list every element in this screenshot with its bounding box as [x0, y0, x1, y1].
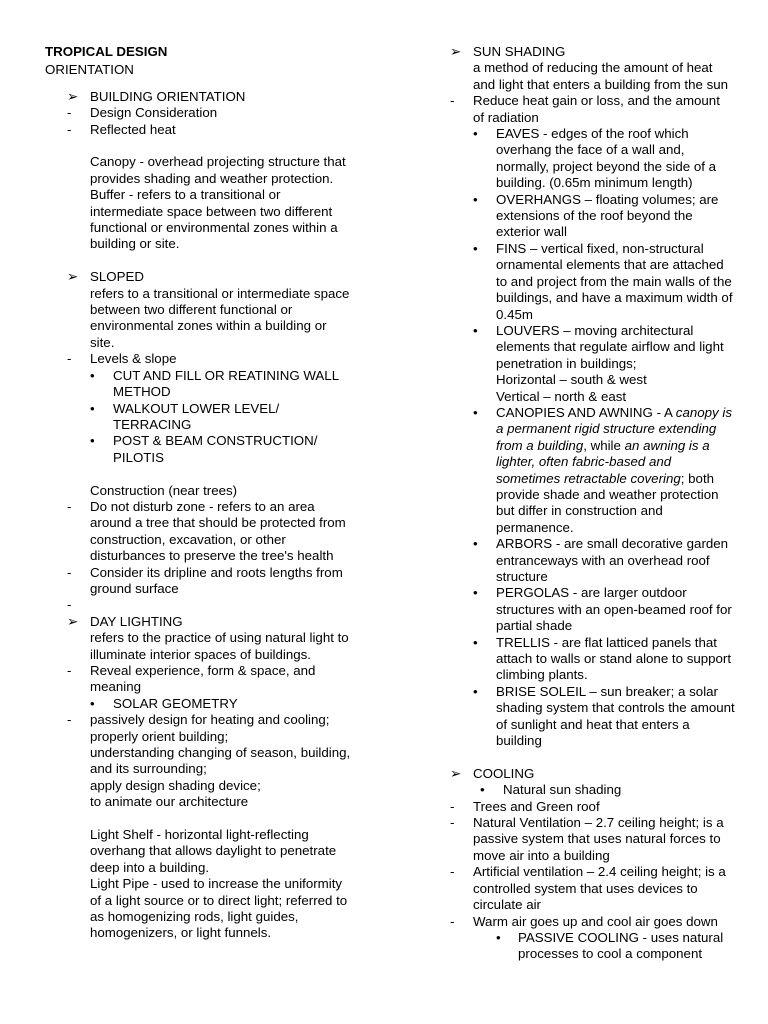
left-line [45, 204, 375, 220]
arrow-bullet-icon: ➢ [67, 613, 79, 629]
dot-bullet-icon: • [473, 585, 478, 601]
dot-bullet-icon: • [473, 322, 478, 338]
line-text: provides shading and weather protection. [90, 170, 334, 186]
dash-bullet-icon: - [67, 662, 72, 678]
left-line [45, 122, 375, 138]
line-text: to and project from the main walls of the [496, 273, 732, 289]
dot-bullet-icon: • [90, 695, 95, 711]
line-text: intermediate space between two different [90, 203, 333, 219]
line-text: Consider its dripline and roots lengths from [90, 564, 343, 580]
dot-bullet-icon: • [90, 433, 95, 449]
right-line [428, 569, 728, 585]
dash-bullet-icon: - [67, 597, 72, 613]
dash-bullet-icon: - [450, 913, 455, 929]
left-line [45, 712, 375, 728]
left-line [45, 236, 375, 252]
line-text: around a tree that should be protected from [90, 515, 346, 531]
dash-bullet-icon: - [450, 815, 455, 831]
line-text: 0.45m [496, 306, 533, 322]
line-text: provide shade and weather protection [496, 486, 719, 502]
line-text: Buffer - refers to a transitional or [90, 187, 281, 203]
line-text: permanence. [496, 519, 574, 535]
left-line [45, 466, 375, 482]
left-line [45, 62, 375, 78]
left-line [45, 860, 375, 876]
left-line [45, 630, 375, 646]
line-text: meaning [90, 679, 142, 695]
line-text: Construction (near trees) [90, 482, 238, 498]
right-line [428, 356, 728, 372]
line-text: construction, excavation, or other [90, 531, 286, 547]
line-text: Warm air goes up and cool air goes down [473, 913, 718, 929]
left-line [45, 565, 375, 581]
right-line [428, 389, 728, 405]
line-text: as homogenizing rods, light guides, [90, 909, 299, 925]
right-line [428, 930, 728, 946]
left-line [45, 893, 375, 909]
line-text: shading system that controls the amount [496, 700, 735, 716]
line-text: Reveal experience, form & space, and [90, 662, 316, 678]
right-line [428, 897, 728, 913]
dash-bullet-icon: - [67, 498, 72, 514]
right-line [428, 881, 728, 897]
left-line [45, 843, 375, 859]
line-text: CANOPIES AND AWNING - A [496, 404, 676, 420]
dash-bullet-icon: - [450, 864, 455, 880]
left-line [45, 647, 375, 663]
left-line [45, 614, 375, 630]
left-line [45, 483, 375, 499]
dot-bullet-icon: • [473, 191, 478, 207]
line-text: refers to a transitional or intermediate space [90, 285, 350, 301]
line-text: Natural Ventilation – 2.7 ceiling height; is a [473, 815, 724, 831]
line-text: DAY LIGHTING [90, 613, 183, 629]
arrow-bullet-icon: ➢ [450, 44, 462, 59]
right-line [428, 749, 728, 765]
right-line [428, 208, 728, 224]
right-line [428, 848, 728, 864]
line-text: PILOTIS [113, 449, 164, 465]
right-line [428, 471, 728, 487]
line-text: FINS – vertical fixed, non-structural [496, 240, 704, 256]
dash-bullet-icon: - [67, 351, 72, 367]
line-text: PASSIVE COOLING - uses natural [518, 929, 724, 945]
line-text: partial shade [496, 618, 573, 634]
left-line [45, 302, 375, 318]
dot-bullet-icon: • [473, 240, 478, 256]
right-line [428, 257, 728, 273]
line-text: Vertical – north & east [496, 388, 627, 404]
right-line [428, 93, 728, 109]
right-line [428, 864, 728, 880]
right-line [428, 766, 728, 782]
line-text: ARBORS - are small decorative garden [496, 536, 729, 552]
right-line [428, 404, 732, 421]
line-text: between two different functional or [90, 302, 293, 318]
right-line [428, 339, 728, 355]
arrow-bullet-icon: ➢ [67, 88, 79, 104]
line-text: buildings, and have a maximum width of [496, 290, 733, 306]
line-text: Levels & slope [90, 351, 177, 367]
line-text: properly orient building; [90, 728, 229, 744]
left-line [45, 220, 375, 236]
italic-text: a permanent rigid structure extending [496, 421, 717, 437]
line-text: Light Pipe - used to increase the uniformity [90, 876, 343, 892]
dash-bullet-icon: - [67, 121, 72, 137]
dash-bullet-icon: - [450, 93, 455, 109]
line-text: ground surface [90, 580, 179, 596]
left-line [45, 417, 375, 433]
italic-text: lighter, often fabric-based and [496, 454, 672, 470]
dot-bullet-icon: • [473, 404, 478, 420]
left-line [45, 515, 375, 531]
left-line [45, 384, 375, 400]
dot-bullet-icon: • [473, 536, 478, 552]
line-text: site. [90, 334, 115, 350]
line-text: COOLING [473, 765, 535, 781]
right-line [428, 651, 732, 667]
right-line [428, 618, 728, 634]
right-line [428, 110, 728, 126]
left-line [45, 696, 375, 712]
line-text: normally, project beyond the side of a [496, 158, 717, 174]
left-line [45, 761, 375, 777]
left-line [45, 171, 375, 187]
line-text: refers to the practice of using natural light to [90, 630, 349, 646]
line-text: attach to walls or stand alone to support [496, 651, 732, 667]
dash-bullet-icon: - [67, 564, 72, 580]
left-line [45, 318, 375, 334]
left-line [45, 269, 375, 285]
right-line [428, 667, 728, 683]
left-line [45, 794, 375, 810]
right-line [428, 421, 728, 437]
dash-bullet-icon: - [67, 712, 72, 728]
line-text: passively design for heating and cooling; [90, 712, 330, 728]
right-line [428, 192, 728, 208]
line-text: overhang that allows daylight to penetrate [90, 843, 337, 859]
line-text: SLOPED [90, 269, 144, 285]
line-text: Light Shelf - horizontal light-reflecting [90, 827, 309, 843]
left-line [45, 335, 375, 351]
dash-bullet-icon: - [67, 105, 72, 121]
line-text: apply design shading device; [90, 777, 261, 793]
dot-bullet-icon: • [473, 634, 478, 650]
right-line [428, 684, 728, 700]
right-line [428, 815, 728, 831]
left-line [45, 401, 375, 417]
right-line [428, 635, 728, 651]
left-line [45, 925, 375, 941]
dot-bullet-icon: • [496, 929, 501, 945]
right-line [428, 44, 728, 60]
line-text: building or site. [90, 236, 180, 252]
right-line [428, 290, 733, 306]
line-text: entranceways with an overhead roof [496, 552, 710, 568]
line-text: and its surrounding; [90, 761, 207, 777]
italic-text: sometimes retractable covering [496, 470, 681, 486]
right-line [428, 175, 728, 191]
right-line [428, 585, 728, 601]
left-line [45, 679, 375, 695]
left-line [45, 811, 375, 827]
line-text: , while [583, 437, 625, 453]
dash-bullet-icon: - [450, 798, 455, 814]
left-line [45, 154, 375, 170]
right-line [428, 142, 728, 158]
line-text: and light that enters a building from the sun [473, 76, 729, 92]
line-text: SUN SHADING [473, 44, 566, 59]
right-line [428, 323, 728, 339]
left-line [45, 745, 375, 761]
line-text: deep into a building. [90, 859, 210, 875]
left-line [45, 368, 375, 384]
line-text: disturbances to preserve the tree's health [90, 548, 334, 564]
dot-bullet-icon: • [473, 126, 478, 142]
line-text: elements that regulate airflow and light [496, 339, 724, 355]
right-line [428, 438, 728, 454]
italic-text: an awning is a [624, 437, 710, 453]
line-text: Artificial ventilation – 2.4 ceiling height; is a [473, 864, 726, 880]
line-text: building. (0.65m minimum length) [496, 175, 693, 191]
line-text: extensions of the roof beyond the [496, 208, 693, 224]
line-text: functional or environmental zones within a [90, 220, 338, 236]
left-line [45, 581, 375, 597]
right-line [428, 553, 728, 569]
left-column [45, 44, 375, 942]
italic-text: canopy is [675, 404, 732, 420]
line-text: WALKOUT LOWER LEVEL/ [113, 400, 280, 416]
line-text: BUILDING ORIENTATION [90, 88, 246, 104]
dot-bullet-icon: • [90, 367, 95, 383]
line-text: circulate air [473, 897, 541, 913]
line-text: penetration in buildings; [496, 355, 637, 371]
line-text: OVERHANGS – floating volumes; are [496, 191, 719, 207]
line-text: Trees and Green roof [473, 798, 600, 814]
line-text: BRISE SOLEIL – sun breaker; a solar [496, 683, 718, 699]
left-line [45, 532, 375, 548]
left-line [45, 433, 375, 449]
right-line [428, 601, 732, 618]
dot-bullet-icon: • [480, 782, 485, 798]
line-text: TRELLIS - are flat latticed panels that [496, 634, 717, 650]
arrow-bullet-icon: ➢ [67, 269, 79, 285]
left-line [45, 729, 375, 745]
left-line [45, 597, 375, 613]
left-line [45, 286, 375, 302]
line-text: Reflected heat [90, 121, 176, 137]
right-line [428, 733, 728, 749]
left-line [45, 909, 375, 925]
line-text: of radiation [473, 109, 539, 125]
line-text: Design Consideration [90, 105, 218, 121]
line-text: LOUVERS – moving architectural [496, 322, 694, 338]
line-text: structures with an open-beamed roof for [496, 601, 732, 617]
right-line [428, 224, 728, 240]
left-line [45, 105, 375, 121]
left-line [45, 499, 375, 515]
left-line [45, 876, 375, 892]
line-text: CUT AND FILL OR REATINING WALL [113, 367, 340, 383]
right-line [428, 914, 728, 930]
left-line [45, 450, 375, 466]
line-text: Natural sun shading [503, 782, 622, 798]
line-text: Do not disturb zone - refers to an area [90, 498, 315, 514]
right-line [428, 77, 728, 93]
line-text: exterior wall [496, 224, 567, 240]
left-line [45, 253, 375, 269]
right-line [428, 946, 728, 962]
line-text: but differ in construction and [496, 503, 663, 519]
right-line [428, 520, 728, 536]
right-line [428, 831, 728, 847]
right-line [428, 126, 728, 142]
line-text: processes to cool a component [518, 946, 703, 962]
line-text: ORIENTATION [45, 62, 134, 78]
line-text: controlled system that uses devices to [473, 880, 698, 896]
right-line [428, 487, 728, 503]
right-column [428, 44, 735, 963]
left-line [45, 548, 375, 564]
line-text: overhang the face of a wall and, [496, 142, 685, 158]
line-text: of sunlight and heat that enters a [496, 716, 690, 732]
line-text: building [496, 733, 542, 749]
left-line [45, 89, 375, 105]
line-text: illuminate interior spaces of buildings. [90, 646, 311, 662]
line-text: of a light source or to direct light; referred to [90, 892, 348, 908]
line-text: TERRACING [113, 416, 192, 432]
line-text: PERGOLAS - are larger outdoor [496, 585, 687, 601]
right-line [428, 799, 728, 815]
left-line [45, 351, 375, 367]
right-line [428, 503, 728, 519]
line-text: move air into a building [473, 847, 610, 863]
line-text: understanding changing of season, building, [90, 745, 351, 760]
line-text: ornamental elements that are attached [496, 257, 724, 273]
left-line [45, 663, 375, 679]
line-text: climbing plants. [496, 667, 588, 683]
line-text: TROPICAL DESIGN [45, 44, 168, 59]
right-line [428, 717, 728, 733]
right-line [428, 241, 728, 257]
dot-bullet-icon: • [473, 683, 478, 699]
right-line [428, 536, 728, 552]
right-line [428, 60, 728, 76]
line-text: Canopy - overhead projecting structure that [90, 154, 346, 170]
right-line [428, 454, 728, 470]
right-line [428, 372, 728, 388]
line-text: homogenizers, or light funnels. [90, 925, 272, 941]
right-line [428, 307, 728, 323]
line-text: METHOD [113, 384, 171, 400]
left-line [45, 138, 375, 154]
right-line [428, 273, 732, 290]
line-text: Horizontal – south & west [496, 372, 647, 388]
dot-bullet-icon: • [90, 400, 95, 416]
line-text: a method of reducing the amount of heat [473, 60, 713, 76]
line-text: Reduce heat gain or loss, and the amount [473, 93, 720, 109]
line-text: ; both [680, 470, 715, 486]
line-text: structure [496, 569, 548, 584]
left-line [45, 827, 375, 843]
line-text: EAVES - edges of the roof which [496, 126, 689, 142]
right-line [428, 159, 728, 175]
italic-text: from a building [496, 437, 584, 453]
arrow-bullet-icon: ➢ [450, 765, 462, 781]
line-text: SOLAR GEOMETRY [113, 695, 238, 711]
left-line [45, 44, 375, 60]
left-line [45, 187, 375, 203]
line-text: environmental zones within a building or [90, 318, 327, 334]
line-text: POST & BEAM CONSTRUCTION/ [113, 433, 318, 449]
right-line [428, 700, 735, 716]
left-line [45, 778, 375, 794]
line-text: passive system that uses natural forces to [473, 831, 721, 847]
right-line [428, 782, 728, 798]
line-text: to animate our architecture [90, 794, 249, 810]
